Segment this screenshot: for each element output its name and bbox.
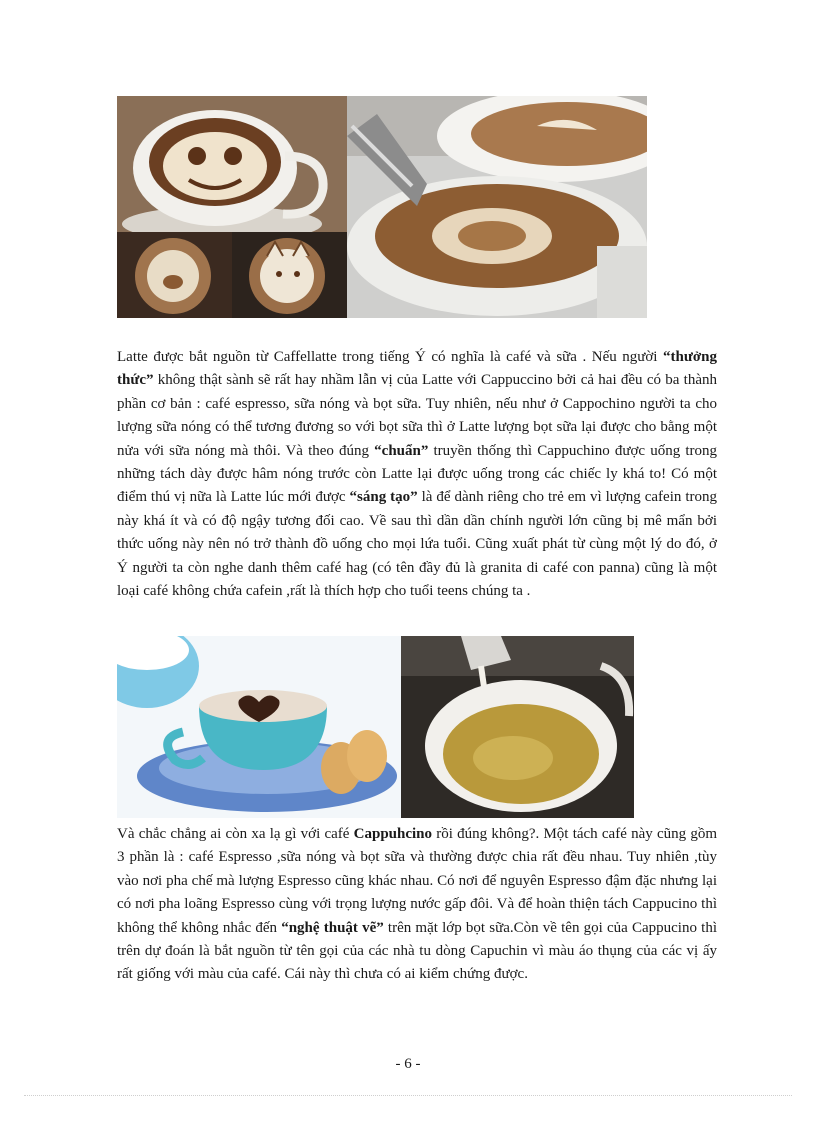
cappuccino-paragraph — [117, 823, 717, 987]
term-chuan: “chuẩn” — [374, 442, 429, 459]
latte-pouring-photo — [347, 96, 647, 318]
blue-cup-heart-photo — [117, 636, 401, 818]
term-cappuhcino: Cappuhcino — [353, 826, 433, 842]
latte-text-part-4: là để dành riêng cho trẻ em vì lượng cafein trong này khá ít và có độ ngậy tương đối cao. Về sau thì dần dần chính người lớn cũng bị mê mẩn bởi thức uống này nên nó trở thành đồ uống cho mọi lứa tuổi. Cũng xuất phát từ cùng một lý do đó, ở Ý người ta còn nghe danh thêm café hag (có tên đầy đủ là granita di café con panna) cũng là một loại café không chứa cafein ,rất là thích hợp cho tuổi teens chúng ta . — [117, 489, 717, 600]
cappuccino-text-part-2: rồi đúng không?. Một tách café này cũng gồm 3 phần là : café Espresso ,sữa nóng và bọt sữa và thường được chia rất đều nhau. Tuy nhiên ,tùy vào nơi pha chế mà lượng Espresso cũng khác nhau. Có nơi để nguyên Espresso đậm đặc nhưng lại có nơi pha loãng Espresso cùng với trọng lượng nước gấp đôi. Và để hoàn thiện tách Cappucino thì không thể không nhắc đến — [117, 826, 717, 936]
page-number: - 6 - — [395, 1056, 421, 1072]
cappuccino-text-part-3: trên mặt lớp bọt sữa.Còn về tên gọi của Cappucino thì trên dự đoán là bắt nguồn từ tên gọi của các nhà tu dòng Capuchin vì màu áo thụng của các vị ấy rất giống với màu của café. Cái này thì chưa có ai kiểm chứng được. — [117, 919, 717, 983]
latte-paragraph — [117, 346, 717, 603]
middle-photo-row — [117, 636, 634, 818]
latte-text-part-3: truyền thống thì Cappuchino được uống trong những tách dày được hâm nóng trước còn Latte lại được uống trong các chiếc ly khá to! Có một điểm thú vị nữa là Latte lúc mới được — [117, 442, 717, 506]
latte-text-part-1: Latte được bắt nguồn từ Caffellatte trong tiếng Ý có nghĩa là café và sữa . Nếu người — [117, 349, 663, 365]
cappuccino-text-part-1: Và chắc chẳng ai còn xa lạ gì với café — [117, 826, 354, 842]
term-nghe-thuat-ve: “nghệ thuật vẽ” — [281, 919, 384, 936]
top-photo-row — [117, 96, 647, 318]
cappuccino-pour-photo — [401, 636, 634, 818]
term-sang-tao: “sáng tạo” — [349, 489, 418, 506]
latte-text-part-2: không thật sành sẽ rất hay nhầm lẫn vị của Latte với Cappuccino bởi cả hai đều có ba thành phần cơ bản : café espresso, sữa nóng và bọt sữa. Tuy nhiên, nếu như ở Cappochino người ta cho lượng sữa nóng có thể tương đương so với bọt sữa thì ở Latte lượng bọt sữa lại được cho bằng một nửa với sữa nóng mà thôi. Và theo đúng — [117, 372, 717, 459]
page-bottom-divider — [24, 1095, 792, 1096]
term-thuong-thuc: “thưởng thức” — [117, 349, 717, 389]
latte-art-collage-photo — [117, 96, 347, 318]
